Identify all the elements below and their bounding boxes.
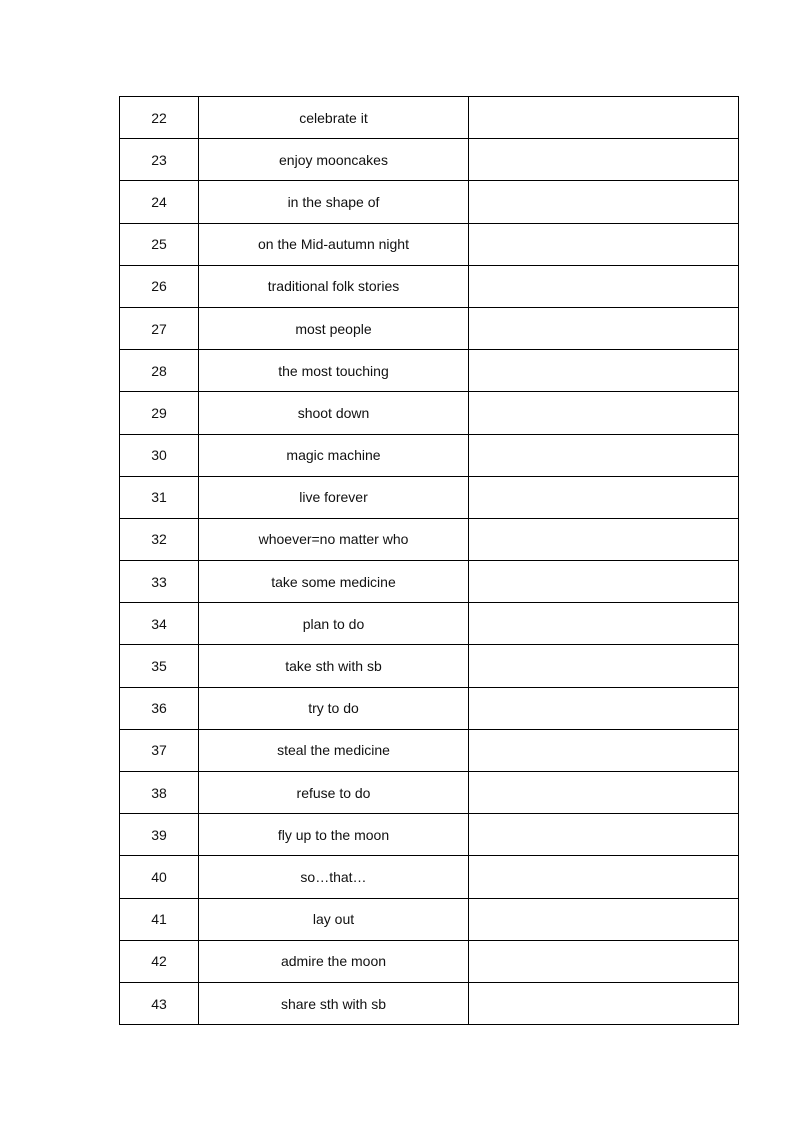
table-row (120, 392, 739, 434)
row-number-cell: 40 (120, 856, 199, 898)
phrase-cell: refuse to do (199, 772, 469, 814)
table-row (120, 772, 739, 814)
table-row (120, 223, 739, 265)
table-row (120, 898, 739, 940)
answer-blank-cell[interactable] (469, 687, 739, 729)
row-number-cell: 30 (120, 434, 199, 476)
phrase-cell: take sth with sb (199, 645, 469, 687)
table-row (120, 265, 739, 307)
row-number-cell: 22 (120, 97, 199, 139)
phrase-cell: lay out (199, 898, 469, 940)
answer-blank-cell[interactable] (469, 392, 739, 434)
phrase-cell: try to do (199, 687, 469, 729)
answer-blank-cell[interactable] (469, 856, 739, 898)
table-row (120, 307, 739, 349)
vocabulary-table-body (120, 97, 739, 1025)
row-number-cell: 27 (120, 307, 199, 349)
row-number-cell: 38 (120, 772, 199, 814)
table-row (120, 729, 739, 771)
answer-blank-cell[interactable] (469, 898, 739, 940)
row-number-cell: 26 (120, 265, 199, 307)
phrase-cell: most people (199, 307, 469, 349)
phrase-cell: share sth with sb (199, 982, 469, 1024)
row-number-cell: 37 (120, 729, 199, 771)
table-row (120, 814, 739, 856)
table-row (120, 139, 739, 181)
phrase-cell: plan to do (199, 603, 469, 645)
answer-blank-cell[interactable] (469, 181, 739, 223)
answer-blank-cell[interactable] (469, 476, 739, 518)
table-row (120, 350, 739, 392)
answer-blank-cell[interactable] (469, 223, 739, 265)
row-number-cell: 24 (120, 181, 199, 223)
row-number-cell: 36 (120, 687, 199, 729)
answer-blank-cell[interactable] (469, 350, 739, 392)
answer-blank-cell[interactable] (469, 772, 739, 814)
phrase-cell: enjoy mooncakes (199, 139, 469, 181)
answer-blank-cell[interactable] (469, 97, 739, 139)
phrase-cell: so…that… (199, 856, 469, 898)
phrase-cell: take some medicine (199, 561, 469, 603)
phrase-cell: admire the moon (199, 940, 469, 982)
answer-blank-cell[interactable] (469, 139, 739, 181)
answer-blank-cell[interactable] (469, 729, 739, 771)
table-row (120, 645, 739, 687)
row-number-cell: 41 (120, 898, 199, 940)
answer-blank-cell[interactable] (469, 434, 739, 476)
row-number-cell: 23 (120, 139, 199, 181)
table-row (120, 940, 739, 982)
phrase-cell: the most touching (199, 350, 469, 392)
answer-blank-cell[interactable] (469, 814, 739, 856)
answer-blank-cell[interactable] (469, 265, 739, 307)
answer-blank-cell[interactable] (469, 518, 739, 560)
answer-blank-cell[interactable] (469, 982, 739, 1024)
table-row (120, 687, 739, 729)
row-number-cell: 32 (120, 518, 199, 560)
phrase-cell: celebrate it (199, 97, 469, 139)
phrase-cell: whoever=no matter who (199, 518, 469, 560)
row-number-cell: 29 (120, 392, 199, 434)
phrase-cell: fly up to the moon (199, 814, 469, 856)
row-number-cell: 33 (120, 561, 199, 603)
phrase-cell: on the Mid-autumn night (199, 223, 469, 265)
phrase-cell: magic machine (199, 434, 469, 476)
table-row (120, 518, 739, 560)
table-row (120, 561, 739, 603)
row-number-cell: 25 (120, 223, 199, 265)
row-number-cell: 35 (120, 645, 199, 687)
answer-blank-cell[interactable] (469, 561, 739, 603)
answer-blank-cell[interactable] (469, 940, 739, 982)
vocabulary-table (119, 96, 739, 1025)
table-row (120, 476, 739, 518)
table-row (120, 181, 739, 223)
phrase-cell: steal the medicine (199, 729, 469, 771)
row-number-cell: 31 (120, 476, 199, 518)
answer-blank-cell[interactable] (469, 307, 739, 349)
row-number-cell: 39 (120, 814, 199, 856)
phrase-cell: traditional folk stories (199, 265, 469, 307)
table-row (120, 603, 739, 645)
table-row (120, 97, 739, 139)
phrase-cell: in the shape of (199, 181, 469, 223)
answer-blank-cell[interactable] (469, 603, 739, 645)
table-row (120, 982, 739, 1024)
row-number-cell: 43 (120, 982, 199, 1024)
phrase-cell: live forever (199, 476, 469, 518)
answer-blank-cell[interactable] (469, 645, 739, 687)
table-row (120, 856, 739, 898)
table-row (120, 434, 739, 476)
row-number-cell: 42 (120, 940, 199, 982)
row-number-cell: 34 (120, 603, 199, 645)
phrase-cell: shoot down (199, 392, 469, 434)
row-number-cell: 28 (120, 350, 199, 392)
